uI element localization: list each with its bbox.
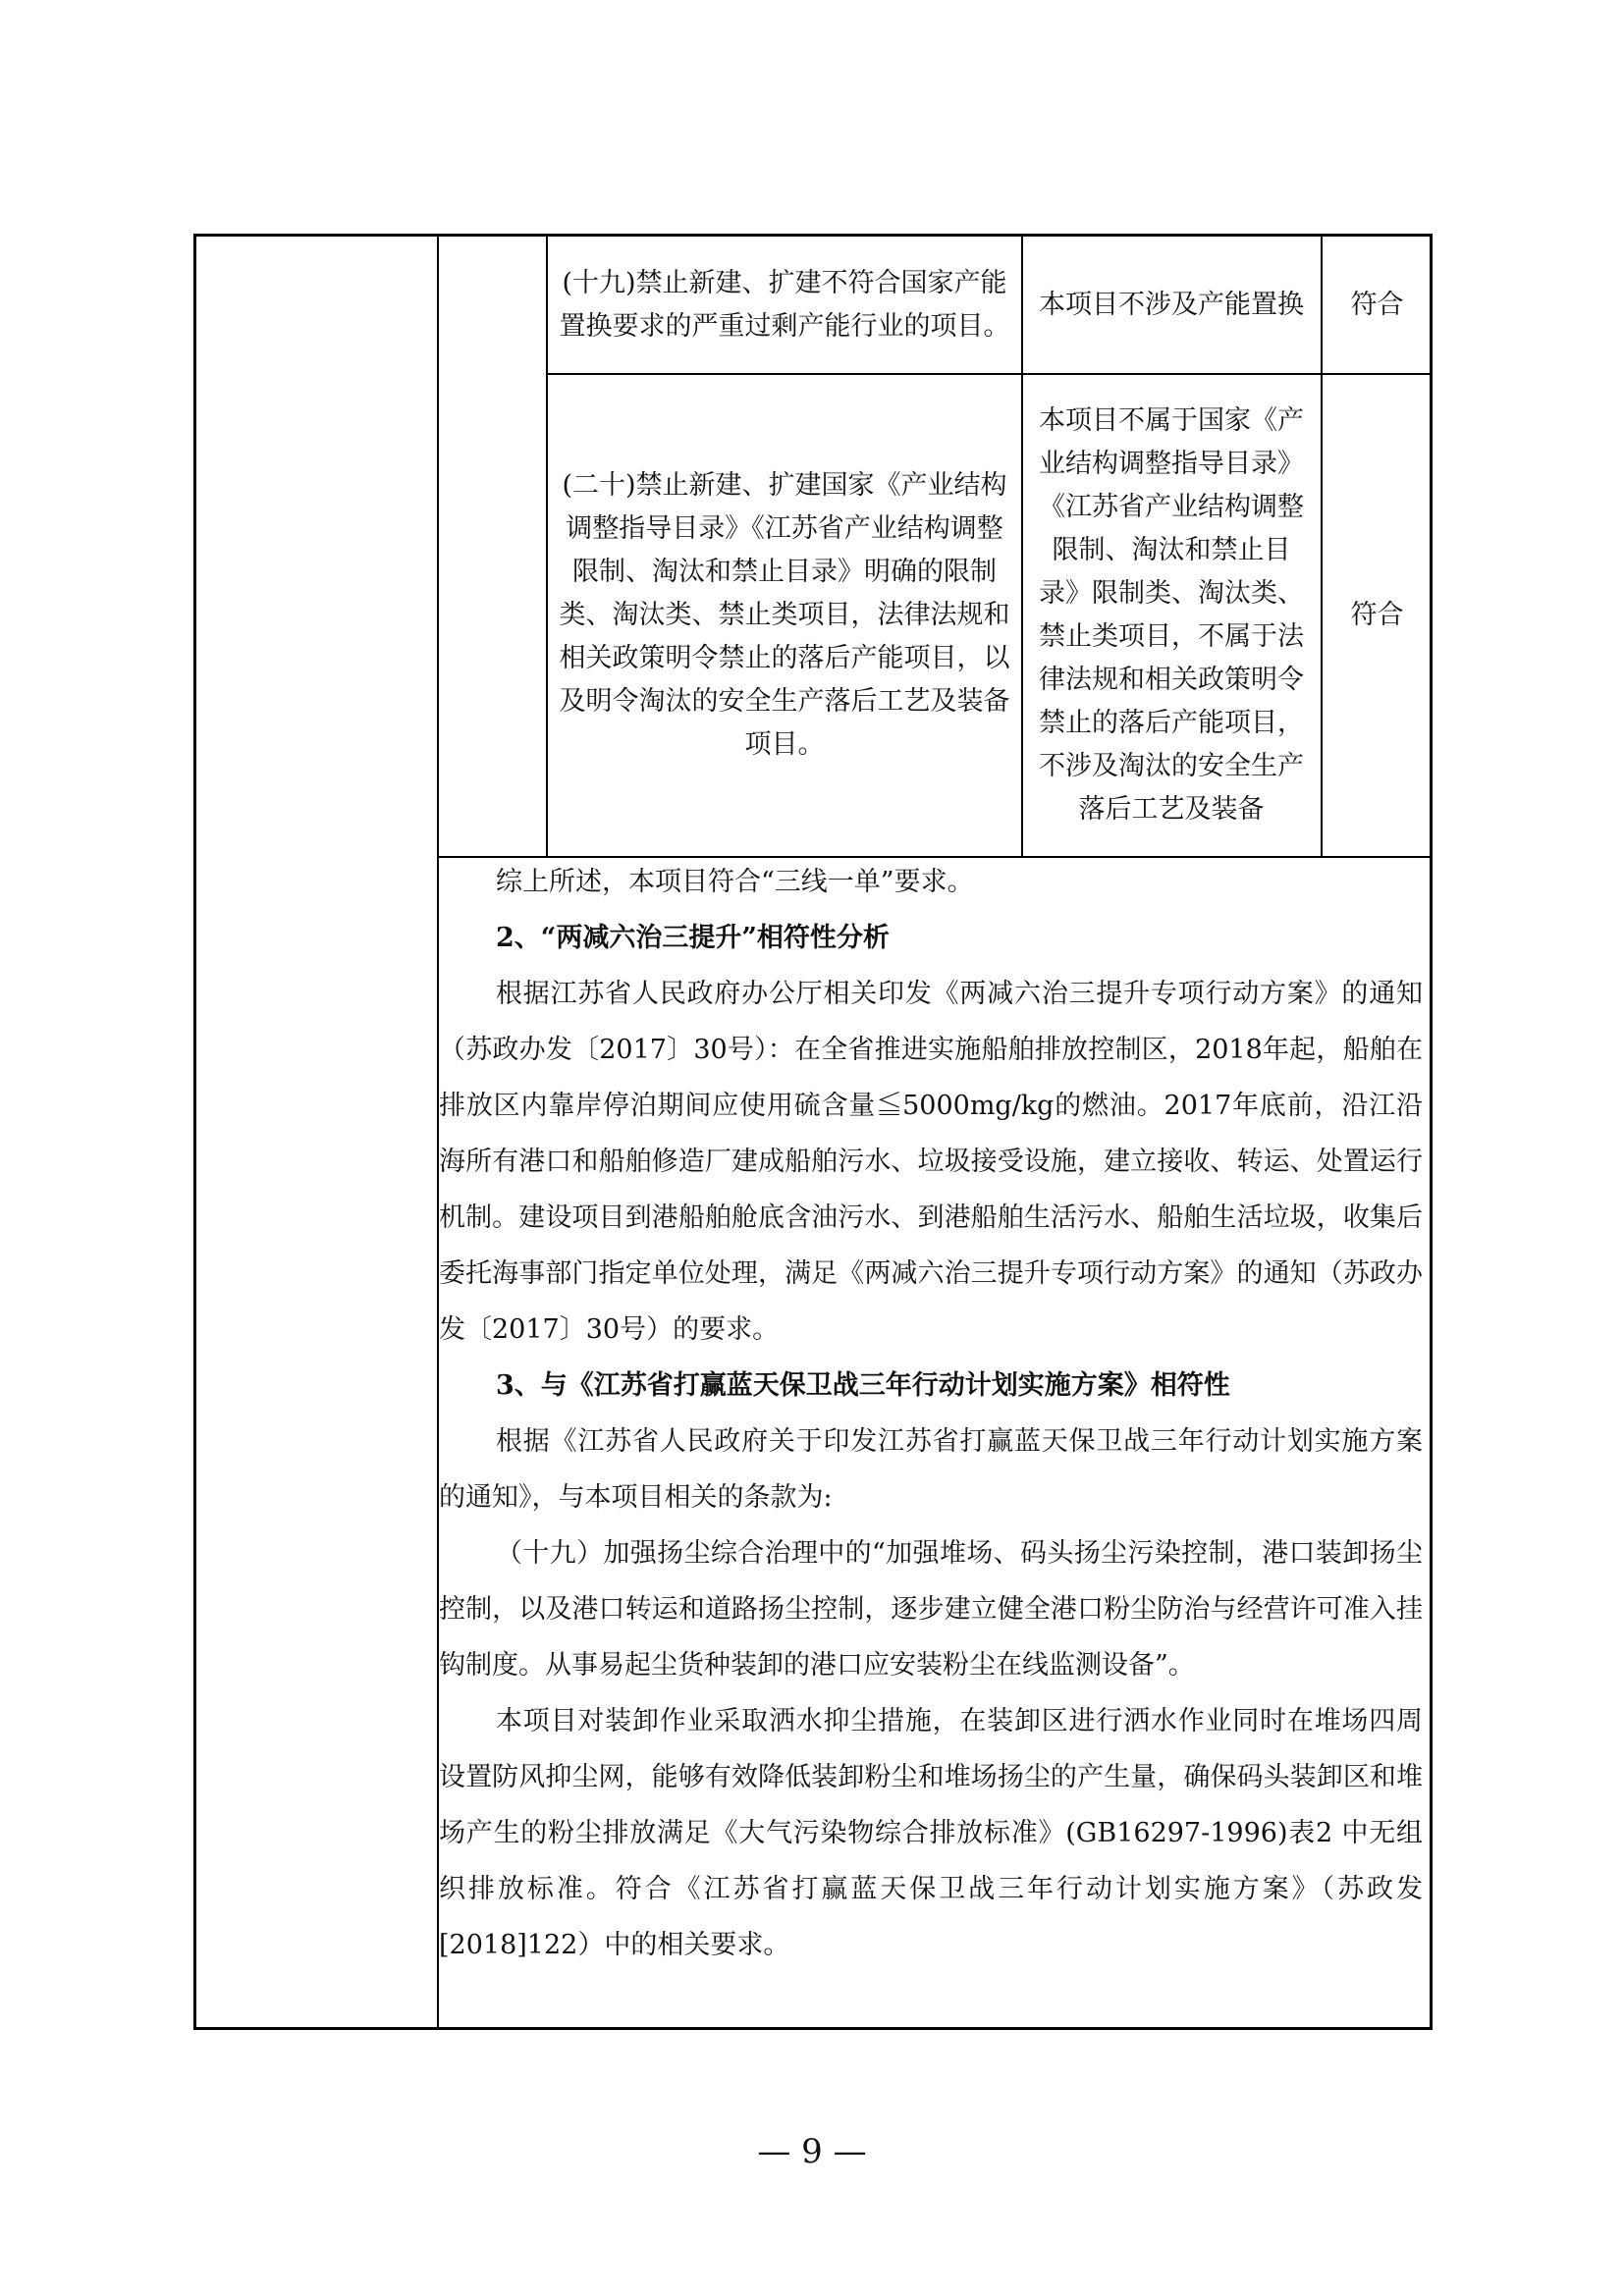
column-divider-2 xyxy=(546,234,548,857)
requirement-cell: (十九)禁止新建、扩建不符合国家产能置换要求的严重过剩产能行业的项目。 xyxy=(559,268,1010,342)
section-3-intro: 根据《江苏省人民政府关于印发江苏省打赢蓝天保卫战三年行动计划实施方案的通知》，与本项目相关的条款为: xyxy=(439,1426,1423,1513)
analysis-body xyxy=(439,854,1423,1973)
result-cell xyxy=(1325,240,1430,371)
column-divider-3 xyxy=(1021,234,1023,857)
section-3-clause: （十九）加强扬尘综合治理中的“加强堆场、码头扬尘污染控制，港口装卸扬尘控制，以及港口转运和道路扬尘控制，逐步建立健全港口粉尘防治与经营许可准入挂钩制度。从事易起尘货种装卸的港口应安装粉尘在线监测设备”。 xyxy=(439,1538,1423,1681)
result-cell xyxy=(1325,377,1430,854)
section-3-heading: 3、与《江苏省打赢蓝天保卫战三年行动计划实施方案》相符性 xyxy=(496,1370,1230,1401)
project-status-text: 本项目不属于国家《产业结构调整指导目录》《江苏省产业结构调整限制、淘汰和禁止目录》限制类、淘汰类、禁止类项目，不属于法律法规和相关政策明令禁止的落后产能项目，不涉及淘汰的安全生产落后工艺及装备 xyxy=(1039,405,1304,825)
summary-paragraph: 综上所述，本项目符合“三线一单”要求。 xyxy=(496,867,974,897)
column-divider-4 xyxy=(1321,234,1323,857)
row-divider-1 xyxy=(546,373,1433,375)
table-row xyxy=(558,240,1011,371)
project-status-text: 本项目不涉及产能置换 xyxy=(1039,290,1304,320)
requirement-cell: (二十)禁止新建、扩建国家《产业结构调整指导目录》《江苏省产业结构调整限制、淘汰和禁止目录》明确的限制类、淘汰类、禁止类项目，法律法规和相关政策明令禁止的落后产能项目，以及明令淘汰的安全生产落后工艺及装备项目。 xyxy=(559,470,1010,760)
section-2-heading: 2、“两减六治三提升”相符性分析 xyxy=(496,923,890,953)
result-text: 符合 xyxy=(1350,290,1404,320)
section-2-paragraph: 根据江苏省人民政府办公厅相关印发《两减六治三提升专项行动方案》的通知（苏政办发〔2017〕30号）：在全省推进实施船舶排放控制区，2018年起，船舶在排放区内靠岸停泊期间应使用硫含量≦5000mg/kg的燃油。2017年底前，沿江沿海所有港口和船舶修造厂建成船舶污水、垃圾接受设施，建立接收、转运、处置运行机制。建设项目到港船舶舱底含油污水、到港船舶生活污水、船舶生活垃圾，收集后委托海事部门指定单位处理，满足《两减六治三提升专项行动方案》的通知（苏政办发〔2017〕30号）的要求。 xyxy=(439,979,1423,1345)
section-3-measures: 本项目对装卸作业采取洒水抑尘措施，在装卸区进行洒水作业同时在堆场四周设置防风抑尘网，能够有效降低装卸粉尘和堆场扬尘的产生量，确保码头装卸区和堆场产生的粉尘排放满足《大气污染物综合排放标准》(GB16297-1996)表2 中无组织排放标准。符合《江苏省打赢蓝天保卫战三年行动计划实施方案》（苏政发[2018]122）中的相关要求。 xyxy=(439,1706,1423,1960)
table-row xyxy=(558,377,1011,854)
project-status-cell xyxy=(1033,377,1310,854)
project-status-cell xyxy=(1033,240,1310,371)
page-number: — 9 — xyxy=(757,2132,867,2171)
result-text: 符合 xyxy=(1350,600,1404,630)
